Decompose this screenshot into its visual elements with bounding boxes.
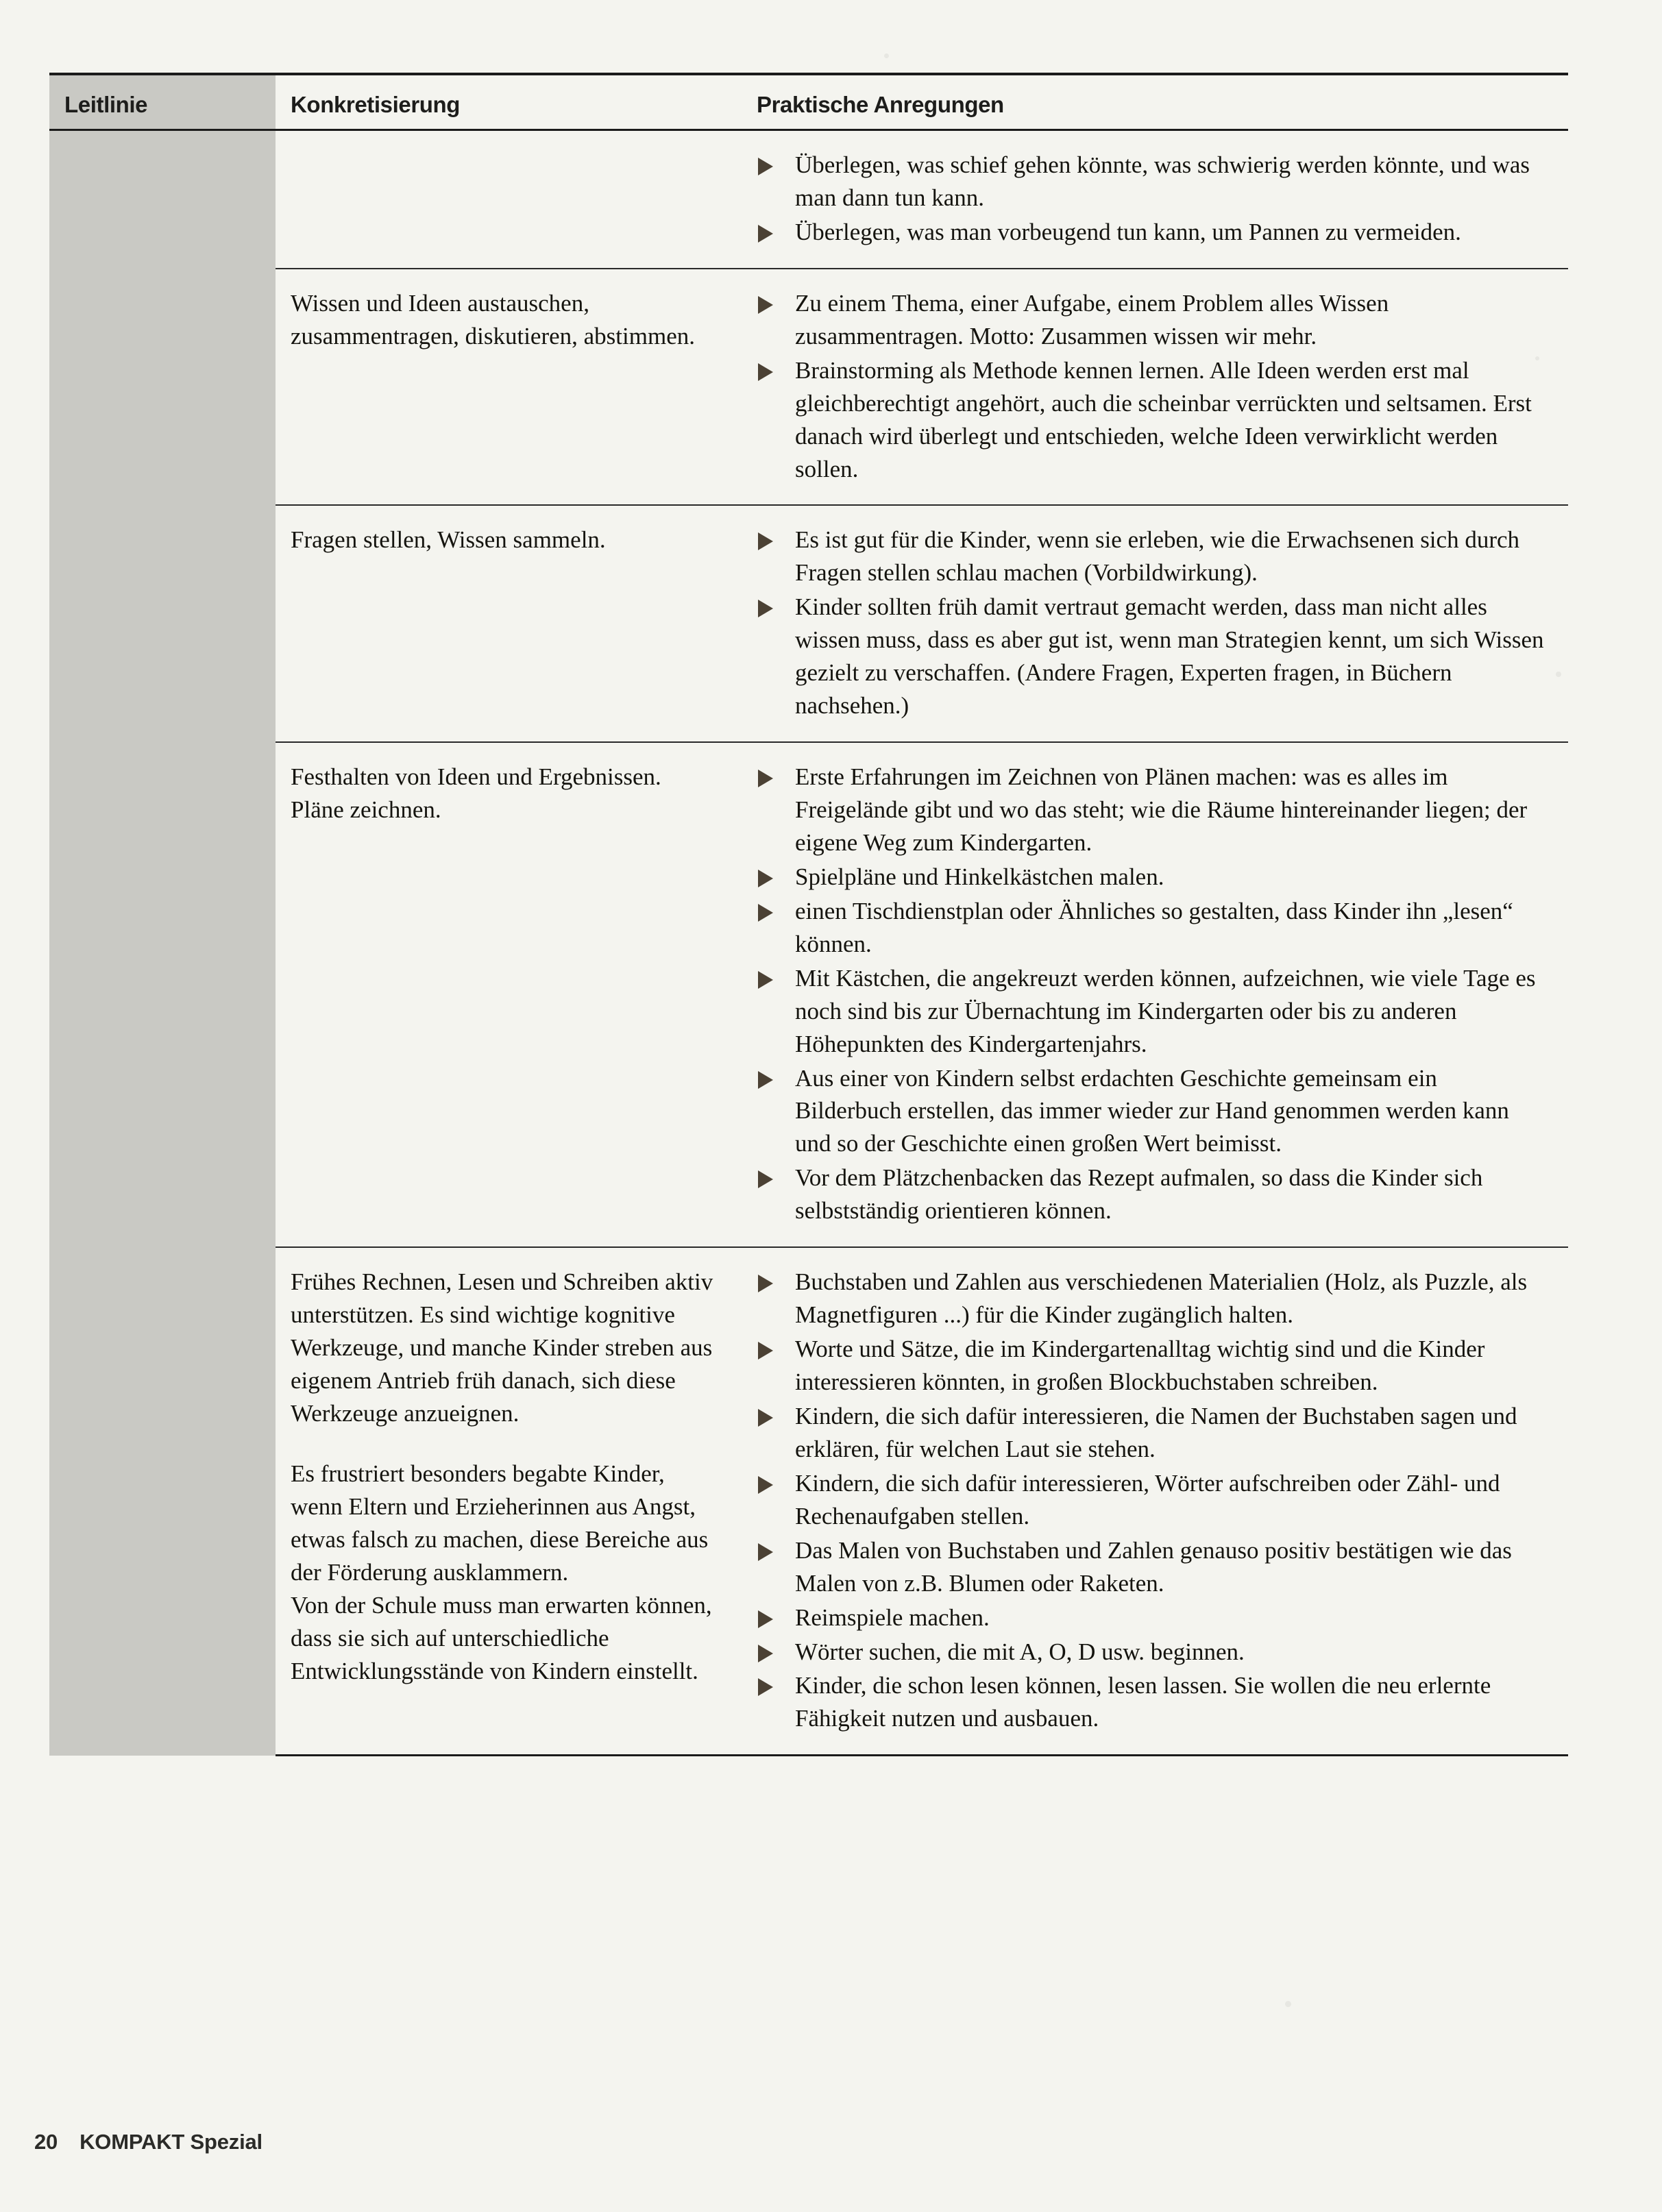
triangle-bullet-icon — [758, 971, 773, 989]
anregungen-cell — [742, 505, 1568, 742]
list-item-text: Es ist gut für die Kinder, wenn sie erleben, wie die Erwachsenen sich durch Fragen stellen schlau machen (Vorbildwirkung). — [795, 526, 1520, 587]
list-item-text: Wörter suchen, die mit A, O, D usw. beginnen. — [795, 1638, 1245, 1665]
konkretisierung-paragraph: Pläne zeichnen. — [291, 796, 441, 823]
list-item — [755, 761, 1549, 859]
table-row — [49, 130, 1568, 269]
konkretisierung-cell — [276, 269, 742, 506]
triangle-bullet-icon — [758, 296, 773, 314]
anregungen-list-container — [742, 506, 1568, 741]
header-cell-leitlinie — [49, 74, 276, 130]
list-item-text: Zu einem Thema, einer Aufgabe, einem Problem alles Wissen zusammentragen. Motto: Zusammen wissen wir mehr. — [795, 289, 1389, 349]
konkretisierung-text — [276, 131, 742, 167]
triangle-bullet-icon — [758, 600, 773, 617]
leitlinie-cell — [49, 269, 276, 506]
leitlinie-cell — [49, 742, 276, 1247]
konkretisierung-paragraph: Fragen stellen, Wissen sammeln. — [291, 526, 606, 554]
table-body — [49, 130, 1568, 1756]
header-label-anregungen: Praktische Anregungen — [757, 92, 1004, 117]
list-item — [755, 962, 1549, 1061]
konkretisierung-text — [276, 743, 742, 844]
konkretisierung-cell — [276, 742, 742, 1247]
triangle-bullet-icon — [758, 1645, 773, 1662]
page-footer — [34, 2130, 262, 2154]
list-item — [755, 149, 1549, 214]
list-item — [755, 895, 1549, 961]
table-row — [49, 269, 1568, 506]
list-item-text: Das Malen von Buchstaben und Zahlen genauso positiv bestätigen wie das Malen von z.B. Blumen oder Raketen. — [795, 1536, 1512, 1597]
konkretisierung-paragraph: Festhalten von Ideen und Ergebnissen. — [291, 763, 661, 791]
konkretisierung-text — [276, 269, 742, 371]
list-item-text: Brainstorming als Methode kennen lernen. Alle Ideen werden erst mal gleichberechtigt angehört, auch die scheinbar verrückten und seltsamen. Erst danach wird überlegt und entschieden, welche Ideen verwirklicht werden sollen. — [795, 356, 1532, 482]
list-item-text: Mit Kästchen, die angekreuzt werden können, aufzeichnen, wie viele Tage es noch sind bis zur Übernachtung im Kindergarten oder bis zu anderen Höhepunkten des Kindergartenjahrs. — [795, 964, 1536, 1057]
anregungen-list-container — [742, 743, 1568, 1246]
table-row — [49, 742, 1568, 1247]
list-item — [755, 1467, 1549, 1533]
leitlinie-cell — [49, 130, 276, 269]
triangle-bullet-icon — [758, 1170, 773, 1188]
list-item — [755, 1669, 1549, 1735]
anregungen-list — [755, 761, 1549, 1227]
konkretisierung-paragraph: Wissen und Ideen austauschen, zusammentragen, diskutieren, abstimmen. — [291, 289, 695, 349]
anregungen-cell — [742, 269, 1568, 506]
konkretisierung-cell — [276, 130, 742, 269]
list-item — [755, 1266, 1549, 1331]
page-number: 20 — [34, 2130, 58, 2154]
list-item — [755, 1062, 1549, 1161]
paper-speckle — [1285, 2001, 1291, 2007]
triangle-bullet-icon — [758, 1543, 773, 1561]
list-item — [755, 216, 1549, 249]
triangle-bullet-icon — [758, 532, 773, 550]
list-item — [755, 1333, 1549, 1399]
triangle-bullet-icon — [758, 363, 773, 381]
triangle-bullet-icon — [758, 225, 773, 243]
anregungen-cell — [742, 130, 1568, 269]
list-item-text: Kinder sollten früh damit vertraut gemacht werden, dass man nicht alles wissen muss, dass es aber gut ist, wenn man Strategien kennt, um sich Wissen gezielt zu verschaffen. (Andere Fragen, Experten fragen, in Büchern nachsehen.) — [795, 593, 1544, 720]
list-item — [755, 1400, 1549, 1466]
list-item — [755, 591, 1549, 722]
list-item-text: Überlegen, was schief gehen könnte, was schwierig werden könnte, und was man dann tun kann. — [795, 151, 1530, 211]
guidelines-table — [49, 73, 1568, 1756]
konkretisierung-paragraph: Es frustriert besonders begabte Kinder, wenn Eltern und Erzieherinnen aus Angst, etwas falsch zu machen, diese Bereiche aus der Förderung ausklammern. — [291, 1460, 709, 1586]
header-cell-anregungen — [742, 74, 1568, 130]
list-item — [755, 287, 1549, 353]
list-item-text: Aus einer von Kindern selbst erdachten Geschichte gemeinsam ein Bilderbuch erstellen, das immer wieder zur Hand genommen werden kann und so der Geschichte einen großen Wert beimisst. — [795, 1064, 1509, 1157]
triangle-bullet-icon — [758, 1476, 773, 1494]
triangle-bullet-icon — [758, 1678, 773, 1696]
list-item — [755, 1636, 1549, 1669]
list-item — [755, 354, 1549, 486]
triangle-bullet-icon — [758, 904, 773, 922]
list-item-text: einen Tischdienstplan oder Ähnliches so gestalten, dass Kinder ihn „lesen“ können. — [795, 897, 1513, 957]
konkretisierung-paragraph: Frühes Rechnen, Lesen und Schreiben aktiv unterstützen. Es sind wichtige kognitive Werkzeuge, und manche Kinder streben aus eigenem Antrieb früh danach, sich diese Werkzeuge anzueignen. — [291, 1268, 713, 1427]
leitlinie-cell — [49, 505, 276, 742]
table-header-row — [49, 74, 1568, 130]
anregungen-list — [755, 149, 1549, 249]
leitlinie-cell — [49, 1247, 276, 1756]
list-item-text: Kindern, die sich dafür interessieren, Wörter aufschreiben oder Zähl- und Rechenaufgaben stellen. — [795, 1469, 1500, 1529]
konkretisierung-cell — [276, 505, 742, 742]
list-item — [755, 861, 1549, 894]
list-item-text: Worte und Sätze, die im Kindergartenalltag wichtig sind und die Kinder interessieren könnten, in großen Blockbuchstaben schreiben. — [795, 1336, 1485, 1395]
header-cell-konkretisierung — [276, 74, 742, 130]
anregungen-list-container — [742, 131, 1568, 268]
triangle-bullet-icon — [758, 1409, 773, 1427]
guidelines-table-container — [49, 73, 1568, 1756]
konkretisierung-cell — [276, 1247, 742, 1756]
triangle-bullet-icon — [758, 1610, 773, 1628]
list-item-text: Kinder, die schon lesen können, lesen lassen. Sie wollen die neu erlernte Fähigkeit nutzen und ausbauen. — [795, 1672, 1491, 1732]
konkretisierung-paragraph: Von der Schule muss man erwarten können, dass sie sich auf unterschiedliche Entwicklungsstände von Kindern einstellt. — [291, 1591, 712, 1684]
list-item-text: Kindern, die sich dafür interessieren, die Namen der Buchstaben sagen und erklären, für welchen Laut sie stehen. — [795, 1402, 1517, 1462]
anregungen-list — [755, 524, 1549, 722]
header-label-leitlinie: Leitlinie — [64, 92, 148, 117]
header-label-konkretisierung: Konkretisierung — [291, 92, 461, 117]
anregungen-list — [755, 1266, 1549, 1735]
list-item — [755, 524, 1549, 589]
konkretisierung-text — [276, 1248, 742, 1705]
list-item-text: Überlegen, was man vorbeugend tun kann, um Pannen zu vermeiden. — [795, 218, 1461, 245]
list-item-text: Buchstaben und Zahlen aus verschiedenen Materialien (Holz, als Puzzle, als Magnetfiguren ...) für die Kinder zugänglich halten. — [795, 1268, 1528, 1329]
list-item — [755, 1534, 1549, 1600]
anregungen-cell — [742, 742, 1568, 1247]
anregungen-list-container — [742, 1248, 1568, 1754]
list-item — [755, 1162, 1549, 1227]
anregungen-cell — [742, 1247, 1568, 1756]
list-item-text: Reimspiele machen. — [795, 1603, 990, 1631]
triangle-bullet-icon — [758, 770, 773, 787]
triangle-bullet-icon — [758, 1275, 773, 1292]
list-item-text: Spielpläne und Hinkelkästchen malen. — [795, 863, 1164, 890]
anregungen-list-container — [742, 269, 1568, 505]
list-item — [755, 1601, 1549, 1634]
triangle-bullet-icon — [758, 1342, 773, 1360]
anregungen-list — [755, 287, 1549, 486]
konkretisierung-text — [276, 506, 742, 574]
table-row — [49, 1247, 1568, 1756]
table-row — [49, 505, 1568, 742]
triangle-bullet-icon — [758, 158, 773, 175]
paper-speckle — [884, 53, 889, 58]
publication-title: KOMPAKT Spezial — [80, 2130, 262, 2154]
list-item-text: Vor dem Plätzchenbacken das Rezept aufmalen, so dass die Kinder sich selbstständig orientieren können. — [795, 1164, 1483, 1225]
triangle-bullet-icon — [758, 870, 773, 887]
triangle-bullet-icon — [758, 1071, 773, 1089]
list-item-text: Erste Erfahrungen im Zeichnen von Plänen machen: was es alles im Freigelände gibt und wo das steht; wie die Räume hintereinander liegen; der eigene Weg zum Kindergarten. — [795, 763, 1528, 856]
